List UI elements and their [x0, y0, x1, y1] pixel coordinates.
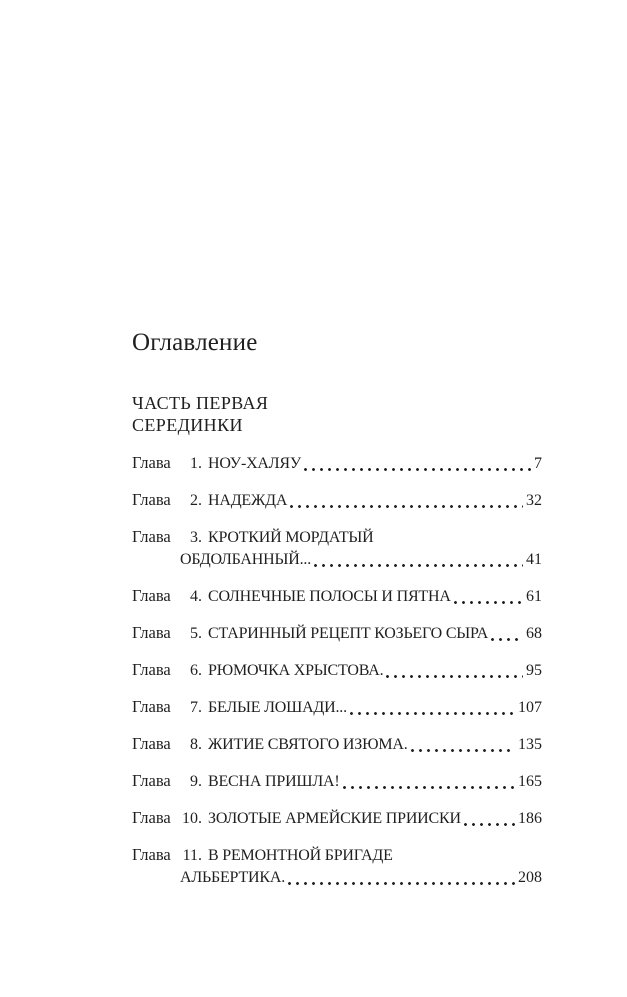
chapter-number: 4.: [190, 588, 202, 605]
page-number: 68: [526, 625, 542, 642]
part-heading-line: СЕРЕДИНКИ: [132, 415, 243, 435]
chapter-word: Глава: [132, 660, 171, 679]
chapter-word: Глава: [132, 845, 171, 864]
chapter-word: Глава: [132, 527, 171, 546]
dot-leader: [290, 505, 523, 508]
dot-leader: [304, 468, 531, 471]
toc-entry: [132, 526, 542, 571]
dot-leader: [288, 882, 515, 885]
toc-entry: [132, 622, 542, 645]
chapter-number: 1.: [190, 455, 202, 472]
chapter-word: Глава: [132, 623, 171, 642]
page-number: 135: [518, 736, 542, 753]
dot-leader: [350, 712, 515, 715]
page-number: 208: [518, 869, 542, 886]
chapter-word: Глава: [132, 771, 171, 790]
chapter-word: Глава: [132, 734, 171, 753]
page-number: 95: [526, 662, 542, 679]
page-number: 7: [534, 455, 542, 472]
toc-entries: [132, 452, 542, 889]
chapter-title: ЖИТИЕ СВЯТОГО ИЗЮМА.: [208, 736, 408, 753]
toc-entry: [132, 452, 542, 475]
chapter-title: ЗОЛОТЫЕ АРМЕЙСКИЕ ПРИИСКИ: [208, 810, 461, 827]
chapter-number: 8.: [190, 736, 202, 753]
toc-entry: [132, 696, 542, 719]
chapter-number: 11.: [182, 847, 202, 864]
page-number: 186: [518, 810, 542, 827]
chapter-number: 2.: [190, 492, 202, 509]
chapter-title: БЕЛЫЕ ЛОШАДИ...: [208, 699, 347, 716]
chapter-word: Глава: [132, 808, 171, 827]
chapter-title: ВЕСНА ПРИШЛА!: [208, 773, 340, 790]
page-number: 107: [518, 699, 542, 716]
chapter-number: 7.: [190, 699, 202, 716]
chapter-title: СТАРИННЫЙ РЕЦЕПТ КОЗЬЕГО СЫРА: [208, 625, 489, 642]
chapter-title: РЮМОЧКА ХРЫСТОВА.: [208, 662, 384, 679]
chapter-title: СОЛНЕЧНЫЕ ПОЛОСЫ И ПЯТНА: [208, 588, 451, 605]
dot-leader: [491, 638, 523, 641]
toc-entry: [132, 489, 542, 512]
page-number: 165: [518, 773, 542, 790]
chapter-number: 10.: [182, 810, 202, 827]
chapter-word: Глава: [132, 586, 171, 605]
dot-leader: [464, 823, 515, 826]
dot-leader: [343, 786, 515, 789]
dot-leader: [386, 675, 523, 678]
part-heading: [132, 392, 542, 436]
chapter-word: Глава: [132, 697, 171, 716]
chapter-number: 6.: [190, 662, 202, 679]
toc-entry: [132, 585, 542, 608]
chapter-number: 5.: [190, 625, 202, 642]
dot-leader: [411, 749, 515, 752]
dot-leader: [314, 564, 523, 567]
toc-entry: [132, 844, 542, 889]
page-number: 61: [526, 588, 542, 605]
dot-leader: [454, 601, 523, 604]
chapter-title: В РЕМОНТНОЙ БРИГАДЕ: [208, 847, 393, 864]
part-heading-line: ЧАСТЬ ПЕРВАЯ: [132, 393, 269, 413]
toc-entry: [132, 807, 542, 830]
toc-entry: [132, 659, 542, 682]
chapter-title-continued: ОБДОЛБАННЫЙ...: [180, 551, 312, 568]
chapter-word: Глава: [132, 453, 171, 472]
chapter-title: НОУ-ХАЛЯУ: [208, 455, 302, 472]
chapter-title-continued: АЛЬБЕРТИКА.: [180, 869, 286, 886]
chapter-title: КРОТКИЙ МОРДАТЫЙ: [208, 529, 374, 546]
chapter-number: 3.: [190, 529, 202, 546]
toc-entry: [132, 770, 542, 793]
chapter-number: 9.: [190, 773, 202, 790]
page-number: 32: [526, 492, 542, 509]
toc-entry: [132, 733, 542, 756]
page-title: Оглавление: [132, 329, 258, 356]
chapter-title: НАДЕЖДА: [208, 492, 288, 509]
chapter-word: Глава: [132, 490, 171, 509]
page-number: 41: [526, 551, 542, 568]
